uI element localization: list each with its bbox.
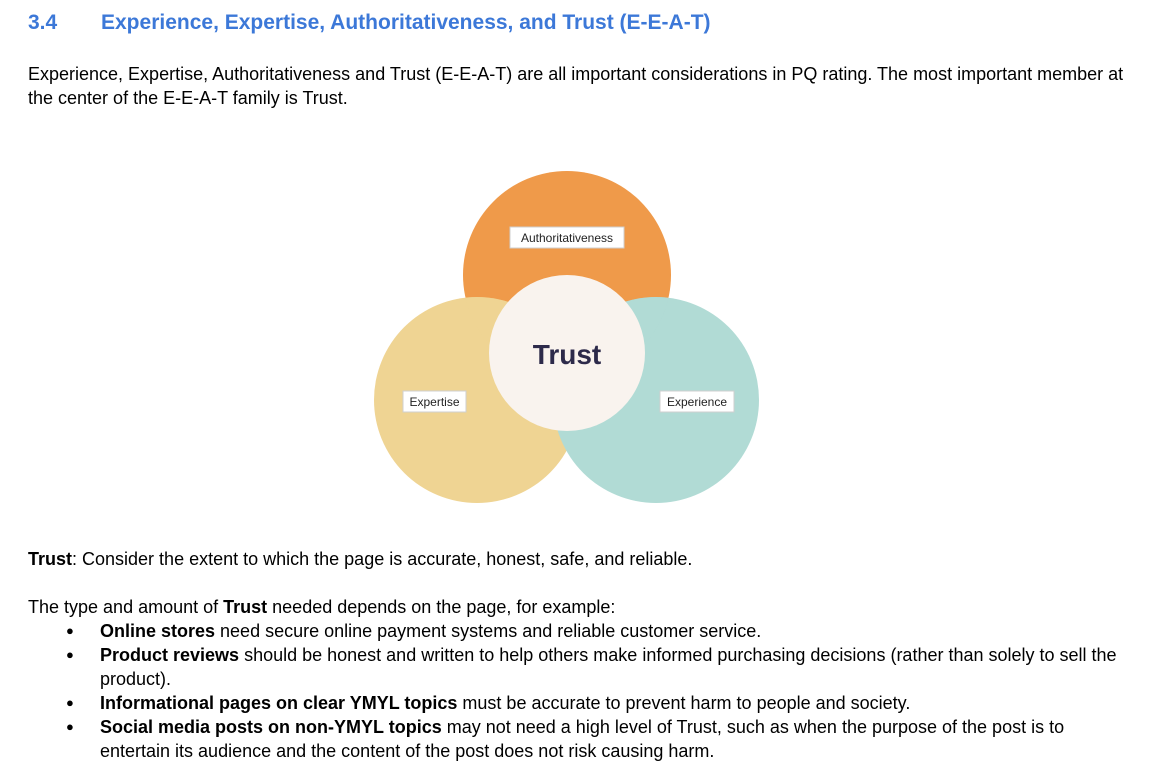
intro-paragraph: Experience, Expertise, Authoritativeness and Trust (E-E-A-T) are all important considerations in PQ rating. The most important member at the center of the E-E-A-T family is Trust. <box>28 64 1124 108</box>
svg-text:Authoritativeness: Authoritativeness <box>520 231 614 245</box>
expertise-label <box>403 391 466 412</box>
svg-text:Experience: Experience <box>666 395 728 409</box>
examples-intro-term: Trust <box>223 597 268 617</box>
trust-definition-text: : Consider the extent to which the page is accurate, honest, safe, and reliable. <box>72 549 693 569</box>
authoritativeness-label <box>510 227 624 248</box>
examples-intro: The type and amount of Trust needed depends on the page, for example: <box>28 597 616 617</box>
trust-definition <box>28 547 692 571</box>
list-item: ● Product reviews should be honest and written to help others make informed purchasing decisions (rather than solely to sell the product). <box>28 643 1138 691</box>
trust-term: Trust <box>28 549 73 569</box>
svg-text:Expertise: Expertise <box>409 395 460 409</box>
experience-label <box>660 391 734 412</box>
trust-center-label: Trust <box>532 339 602 370</box>
list-item: ● Informational pages on clear YMYL topics must be accurate to prevent harm to people and society. <box>28 691 1138 715</box>
list-item: ● Social media posts on non-YMYL topics may not need a high level of Trust, such as when the purpose of the post is to entertain its audience and the content of the post does not risk causing harm. <box>28 715 1138 763</box>
list-item: ● Online stores need secure online payment systems and reliable customer service. <box>28 619 1138 643</box>
eeat-venn-diagram <box>350 150 790 510</box>
section-title: Experience, Expertise, Authoritativeness, and Trust (E-E-A-T) <box>101 11 711 34</box>
section-number: 3.4 <box>28 11 58 34</box>
examples-list <box>28 619 1138 763</box>
